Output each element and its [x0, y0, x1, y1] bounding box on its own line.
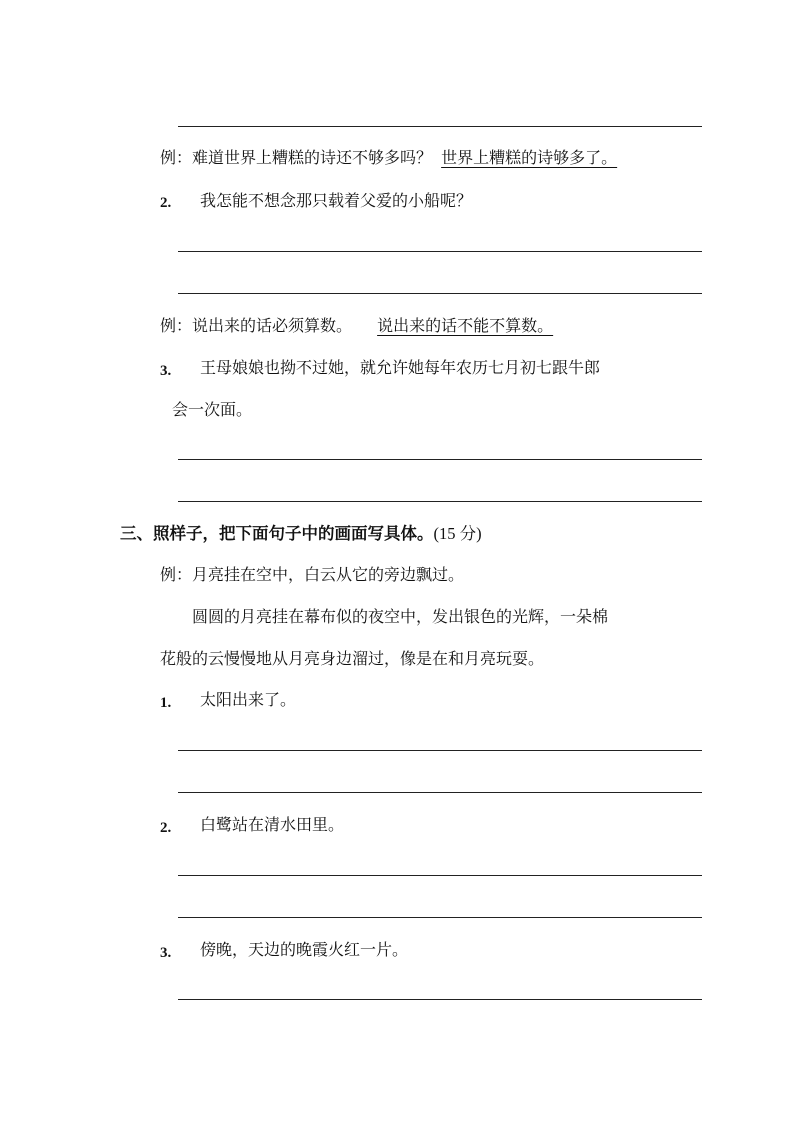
answer-line[interactable] [178, 875, 702, 876]
example-answer: 世界上糟糕的诗够多了。 [441, 148, 618, 167]
example-row [160, 148, 617, 168]
answer-line[interactable] [178, 999, 702, 1000]
section-heading [120, 524, 482, 544]
example-row [160, 316, 553, 336]
example-prefix: 例： [160, 316, 193, 335]
question-number: 2. [160, 820, 172, 836]
example-sentence: 月亮挂在空中，白云从它的旁边飘过。 [192, 565, 465, 584]
question-text: 王母娘娘也拗不过她，就允许她每年农历七月初七跟牛郎 [200, 358, 601, 377]
answer-line[interactable] [178, 501, 702, 502]
answer-line[interactable] [178, 251, 702, 252]
question-number: 3. [160, 945, 172, 961]
example-question: 难道世界上糟糕的诗还不够多吗？ [192, 148, 433, 167]
example-prefix: 例： [160, 565, 193, 584]
question-number: 3. [160, 363, 172, 379]
question-text-continued: 会一次面。 [172, 400, 253, 419]
question-text: 傍晚，天边的晚霞火红一片。 [200, 940, 409, 959]
question-text: 白鹭站在清水田里。 [200, 815, 345, 834]
answer-line[interactable] [178, 459, 702, 460]
example-answer: 说出来的话不能不算数。 [377, 316, 554, 335]
answer-line[interactable] [178, 126, 702, 127]
model-answer-line-1: 圆圆的月亮挂在幕布似的夜空中，发出银色的光辉，一朵棉 [192, 607, 609, 626]
question-number: 2. [160, 195, 172, 211]
answer-line[interactable] [178, 792, 702, 793]
question-number: 1. [160, 695, 172, 711]
example-row [160, 565, 464, 585]
section-heading-text: 三、照样子，把下面句子中的画面写具体。 [120, 524, 434, 543]
question-text: 我怎能不想念那只载着父爱的小船呢？ [200, 191, 473, 210]
example-question: 说出来的话必须算数。 [192, 316, 353, 335]
answer-line[interactable] [178, 293, 702, 294]
answer-line[interactable] [178, 750, 702, 751]
answer-line[interactable] [178, 917, 702, 918]
example-prefix: 例： [160, 148, 193, 167]
question-text: 太阳出来了。 [200, 690, 297, 709]
model-answer-line-2: 花般的云慢慢地从月亮身边溜过，像是在和月亮玩耍。 [160, 649, 545, 668]
section-score: (15 分) [433, 524, 482, 543]
